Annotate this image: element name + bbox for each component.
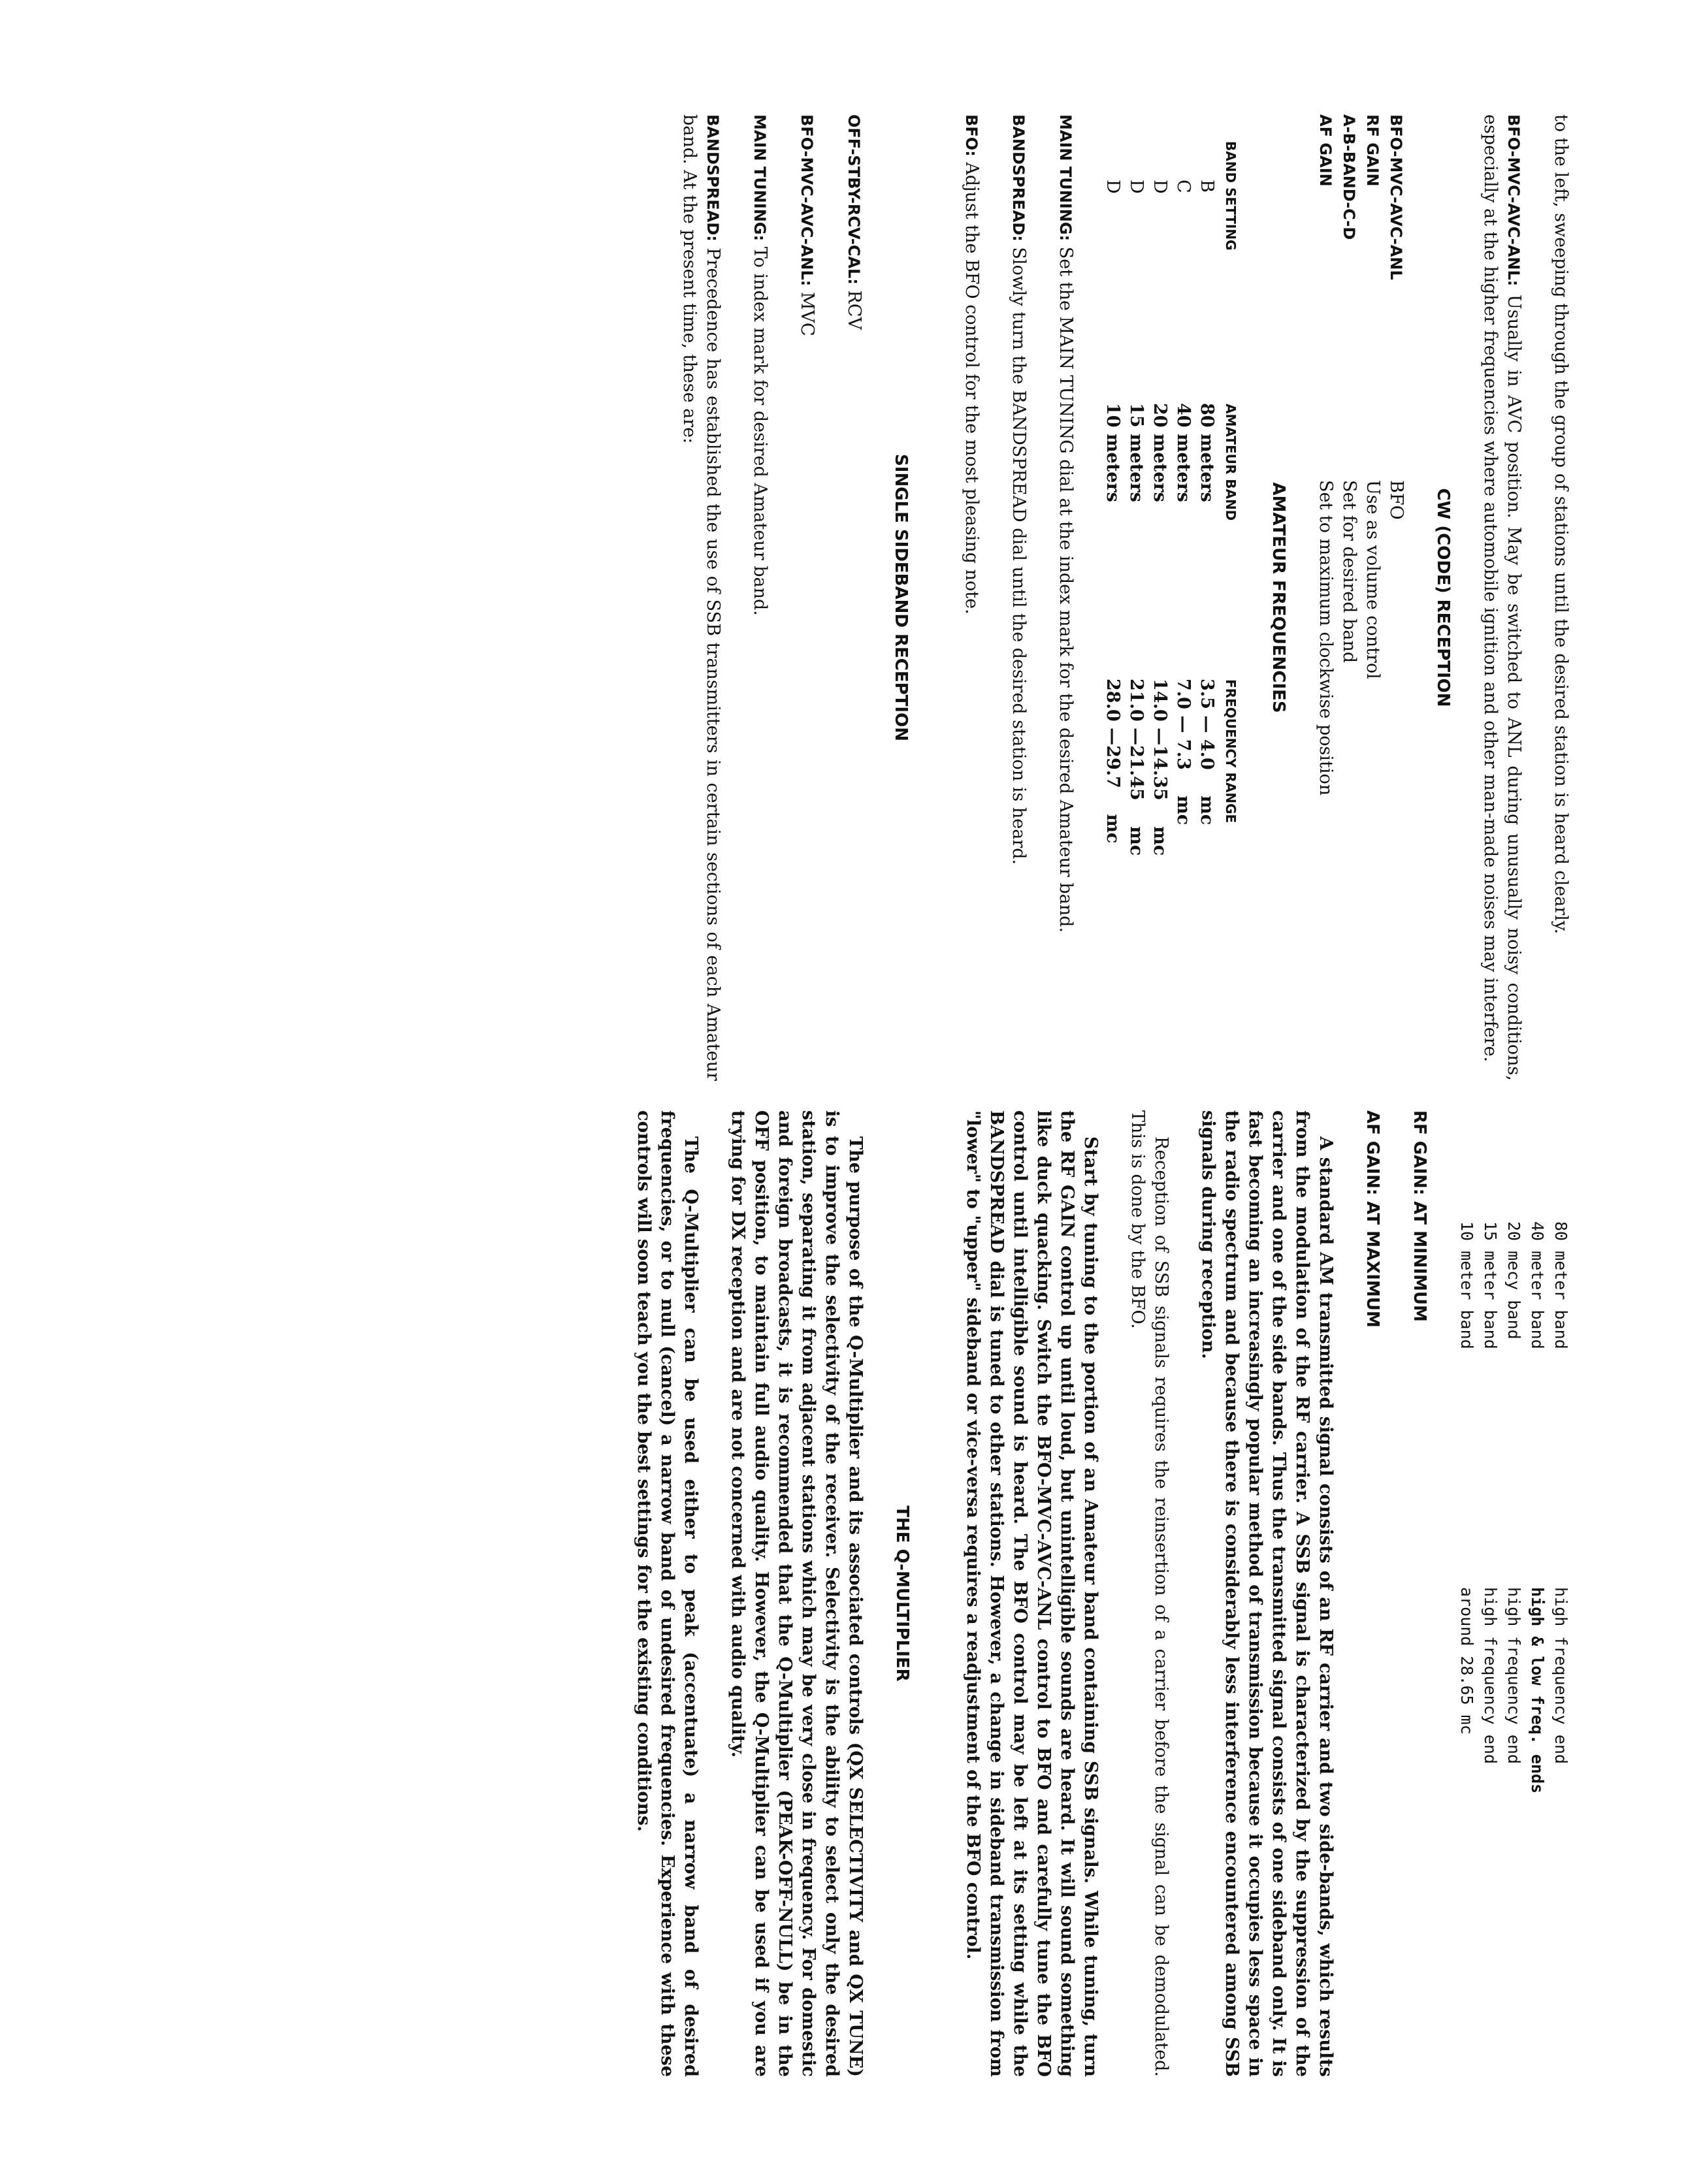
bandspread2-text: Precedence has established the use of SSB transmitters in certain sections of each Amateur band. At the present time, these are: xyxy=(679,114,723,1081)
ssb-band-location: high frequency end xyxy=(1504,1587,1523,1764)
band-setting: D xyxy=(1150,180,1170,194)
left-column xyxy=(654,114,1572,1081)
cw-control-row xyxy=(1361,114,1384,1081)
main2-label: MAIN TUNING: xyxy=(751,114,769,242)
frequency-unit: mc xyxy=(1173,795,1193,826)
amateur-band: 15 meters xyxy=(1126,403,1146,502)
ssb-band: 20 mecy band xyxy=(1504,1221,1523,1340)
frequency-row xyxy=(1124,140,1148,950)
ssb-paragraph-2: Reception of SSB signals requires the reinsertion of a carrier before the signal can be demodulated. This is done by the BFO. xyxy=(1127,1110,1171,2077)
bfo-label: BFO: xyxy=(962,114,981,157)
ssb-band-row xyxy=(1549,1221,1572,1793)
frequency-row xyxy=(1195,140,1218,950)
header-band-setting: BAND SETTING xyxy=(1223,141,1239,251)
amateur-band: 10 meters xyxy=(1103,403,1123,502)
bandspread2-label: BANDSPREAD: xyxy=(704,114,722,242)
ssb-band-location: high & low freq. ends xyxy=(1528,1587,1547,1794)
cw-heading: CW (CODE) RECEPTION xyxy=(1433,488,1453,707)
cw-controls xyxy=(1314,114,1408,1081)
cw-control-key: AF GAIN xyxy=(1316,114,1335,187)
frequency-header-row xyxy=(1218,140,1243,950)
ssb-band: 10 meter band xyxy=(1457,1221,1476,1349)
q-paragraph-1: The purpose of the Q-Multiplier and its associated controls (QX SELECTIVITY and QX TUNE) is to improve the selectivity of the receiver. Selectivity is the ability to select only the desired station, separating it from adjacent stations which may be very close in frequency. For domestic and foreign broadcasts, it is recommended that the Q-Multiplier (PEAK-OFF-NULL) be in the OFF position, to maintain full audio quality. However, the Q-Multiplier can be used if you are trying for DX reception and are not concerned with audio quality. xyxy=(728,1110,866,2077)
main-tuning-text: Set the MAIN TUNING dial at the index mark for the desired Amateur band. xyxy=(1056,246,1076,933)
bfo-paragraph xyxy=(960,114,983,1081)
cw-control-row xyxy=(1314,114,1337,1081)
frequency-range: 7.0 — 7.3 xyxy=(1173,679,1193,770)
cw-control-row xyxy=(1384,114,1408,1081)
ssb-band-row xyxy=(1455,1221,1478,1793)
main2-paragraph xyxy=(748,114,771,1081)
band-setting: C xyxy=(1173,180,1193,193)
right-column xyxy=(608,1110,1572,2077)
band-setting: D xyxy=(1126,180,1146,194)
bfo-mvc-label: BFO-MVC-AVC-ANL: xyxy=(1504,114,1523,287)
ssb-band: 40 meter band xyxy=(1528,1221,1547,1349)
frequency-range: 3.5 — 4.0 xyxy=(1197,679,1217,770)
rf-gain-setting: RF GAIN: AT MINIMUM xyxy=(1410,1110,1429,1322)
off-stby-value: RCV xyxy=(844,290,864,330)
off-stby-label: OFF-STBY-RCV-CAL: xyxy=(845,114,863,285)
ssb-band-location: around 28.65 mc xyxy=(1457,1587,1476,1735)
q-paragraph-2: The Q-Multiplier can be used either to peak (accentuate) a narrow band of desired frequencies, or to null (cancel) a narrow band of undesired frequencies. Experience with these controls will soon teach you the best settings for the existing conditions. xyxy=(634,1110,701,2077)
cw-control-row xyxy=(1337,114,1361,1081)
frequency-unit: mc xyxy=(1197,795,1217,826)
ssb-band-table xyxy=(1455,1221,1572,1793)
amateur-band: 80 meters xyxy=(1197,403,1217,502)
header-amateur-band: AMATEUR BAND xyxy=(1223,404,1239,521)
cw-control-key: BFO-MVC-AVC-ANL xyxy=(1387,114,1405,280)
amateur-band: 40 meters xyxy=(1173,403,1193,502)
ssb-paragraph-3: Start by tuning to the portion of an Amateur band containing SSB signals. While tuning, turn the RF GAIN control up until loud, but unintelligible sounds are heard. It will sound something like duck quacking. Switch the BFO-MVC-AVC-ANL control to BFO and carefully tune the BFO control until intelligible sound is heard. The BFO control may be left at its setting while the BANDSPREAD dial is tuned to other stations. However, a change in sideband transmission from "lower" to "upper" sideband or vice-versa requires a readjustment of the BFO control. xyxy=(963,1110,1101,2077)
frequency-unit: mc xyxy=(1126,826,1146,856)
bandspread-text: Slowly turn the BANDSPREAD dial until the desired station is heard. xyxy=(1009,247,1029,865)
af-gain-setting: AF GAIN: AT MAXIMUM xyxy=(1363,1110,1382,1328)
frequency-row xyxy=(1101,140,1124,950)
cw-control-value: Set for desired band xyxy=(1339,480,1359,664)
frequency-table xyxy=(1101,140,1243,950)
bandspread-label: BANDSPREAD: xyxy=(1009,114,1028,242)
ssb-band-row xyxy=(1478,1221,1502,1793)
bfo-mvc-text: Usually in AVC position. May be switched to ANL during unusually noisy conditions, especially at the higher frequencies where automobile ignition and other man-made noises may interfere. xyxy=(1480,114,1524,1081)
frequency-unit: mc xyxy=(1150,826,1170,856)
ssb-heading: SINGLE SIDEBAND RECEPTION xyxy=(891,454,911,741)
cw-control-value: Set to maximum clockwise position xyxy=(1316,480,1336,796)
main-tuning-label: MAIN TUNING: xyxy=(1056,114,1075,242)
frequency-unit: mc xyxy=(1103,814,1123,844)
main2-text: To index mark for desired Amateur band. xyxy=(750,246,770,616)
ssb-band: 80 meter band xyxy=(1551,1221,1570,1349)
cw-control-value: BFO xyxy=(1386,480,1406,520)
frequency-row xyxy=(1148,140,1171,950)
ssb-paragraph-1: A standard AM transmitted signal consists of an RF carrier and two side-bands, which results from the modulation of the RF carrier. A SSB signal is characterized by the suppression of the carrier and one of the side bands. Thus the transmitted signal consists of one sideband only. It is fast becoming an increasingly popular method of transmission because it occupies less space in the radio spectrum and because there is considerably less interference encountered among SSB signals during reception. xyxy=(1198,1110,1336,2077)
ssb-band-location: high frequency end xyxy=(1551,1587,1570,1764)
ssb-band-row xyxy=(1502,1221,1525,1793)
ssb-band-location: high frequency end xyxy=(1481,1587,1500,1764)
bandspread2-paragraph xyxy=(677,114,724,1081)
bfo2-paragraph xyxy=(795,114,819,1081)
amateur-band: 20 meters xyxy=(1150,403,1170,502)
cw-control-key: RF GAIN xyxy=(1363,114,1382,187)
bfo2-value: MVC xyxy=(797,291,817,336)
frequency-row xyxy=(1171,140,1195,950)
ssb-band: 15 meter band xyxy=(1481,1221,1500,1349)
frequency-range: 28.0 —29.7 xyxy=(1103,679,1123,788)
bandspread-paragraph xyxy=(1007,114,1030,1081)
amateur-heading: AMATEUR FREQUENCIES xyxy=(1269,482,1288,713)
bfo-mvc-paragraph xyxy=(1478,114,1525,1081)
frequency-range: 21.0 —21.45 xyxy=(1126,679,1146,801)
cw-control-value: Use as volume control xyxy=(1363,480,1383,679)
bfo-text: Adjust the BFO control for the most pleasing note. xyxy=(962,162,982,615)
band-setting: B xyxy=(1197,180,1217,193)
off-stby-paragraph xyxy=(842,114,866,1081)
frequency-range: 14.0 —14.35 xyxy=(1150,679,1170,801)
bfo2-label: BFO-MVC-AVC-ANL: xyxy=(798,114,816,287)
cw-control-key: A-B-BAND-C-D xyxy=(1340,114,1358,240)
band-setting: D xyxy=(1103,180,1123,194)
q-multiplier-heading: THE Q-MULTIPLIER xyxy=(892,1505,912,1682)
intro-paragraph: to the left, sweeping through the group of stations until the desired station is heard clearly. xyxy=(1551,114,1571,935)
ssb-band-row xyxy=(1525,1221,1549,1793)
header-frequency-range: FREQUENCY RANGE xyxy=(1223,679,1239,824)
main-tuning-paragraph xyxy=(1054,114,1077,1081)
